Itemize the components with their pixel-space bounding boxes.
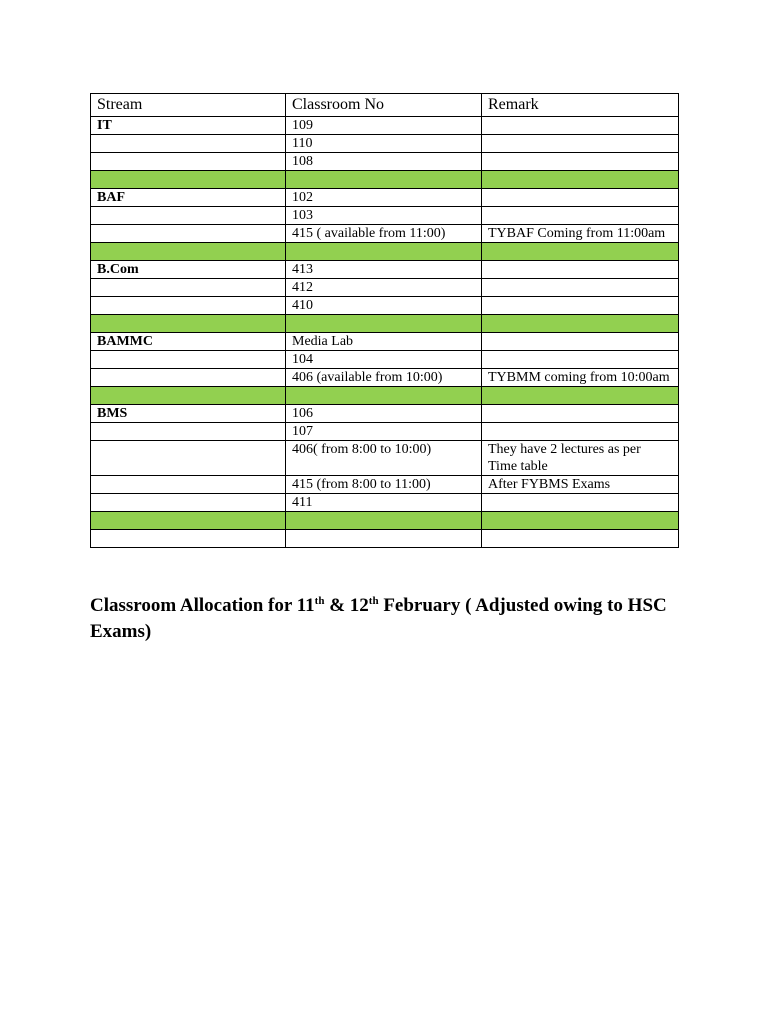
separator-row (91, 387, 679, 405)
remark-cell (482, 207, 679, 225)
separator-row (91, 315, 679, 333)
stream-cell (91, 441, 286, 476)
table-row (91, 261, 679, 279)
empty-cell (482, 530, 679, 548)
separator-cell (286, 512, 482, 530)
header-classroom-no: Classroom No (286, 94, 482, 117)
classroom-cell: 103 (286, 207, 482, 225)
remark-cell (482, 297, 679, 315)
stream-cell: B.Com (91, 261, 286, 279)
classroom-cell: 415 (from 8:00 to 11:00) (286, 476, 482, 494)
separator-cell (91, 171, 286, 189)
title-text-3: February ( Adjusted owing to HSC Exams) (90, 595, 667, 642)
classroom-cell: Media Lab (286, 333, 482, 351)
table-row (91, 423, 679, 441)
title-text-2: & 12 (324, 595, 369, 616)
table-row (91, 333, 679, 351)
separator-cell (482, 387, 679, 405)
remark-cell (482, 423, 679, 441)
table-row (91, 351, 679, 369)
stream-cell (91, 297, 286, 315)
stream-cell (91, 279, 286, 297)
empty-cell (91, 530, 286, 548)
table-row (91, 279, 679, 297)
empty-row (91, 530, 679, 548)
table-header-row (91, 94, 679, 117)
table-row (91, 369, 679, 387)
table-row (91, 405, 679, 423)
classroom-cell: 406 (available from 10:00) (286, 369, 482, 387)
separator-cell (91, 315, 286, 333)
classroom-cell: 106 (286, 405, 482, 423)
separator-cell (91, 512, 286, 530)
remark-cell (482, 153, 679, 171)
table-body (91, 117, 679, 548)
remark-cell (482, 351, 679, 369)
table-row (91, 441, 679, 476)
separator-cell (482, 171, 679, 189)
header-remark: Remark (482, 94, 679, 117)
remark-cell: They have 2 lectures as per Time table (482, 441, 679, 476)
separator-cell (482, 315, 679, 333)
classroom-cell: 108 (286, 153, 482, 171)
separator-cell (482, 243, 679, 261)
separator-row (91, 512, 679, 530)
stream-cell (91, 225, 286, 243)
remark-cell (482, 135, 679, 153)
stream-cell: BAMMC (91, 333, 286, 351)
table-row (91, 494, 679, 512)
remark-cell (482, 279, 679, 297)
stream-cell: BAF (91, 189, 286, 207)
stream-cell (91, 423, 286, 441)
table-row (91, 476, 679, 494)
page-title (90, 593, 690, 645)
remark-cell (482, 117, 679, 135)
stream-cell: BMS (91, 405, 286, 423)
remark-cell (482, 261, 679, 279)
separator-cell (286, 171, 482, 189)
remark-cell: After FYBMS Exams (482, 476, 679, 494)
separator-cell (482, 512, 679, 530)
separator-cell (91, 243, 286, 261)
classroom-cell: 107 (286, 423, 482, 441)
classroom-cell: 410 (286, 297, 482, 315)
classroom-cell: 415 ( available from 11:00) (286, 225, 482, 243)
stream-cell: IT (91, 117, 286, 135)
classroom-cell: 412 (286, 279, 482, 297)
table-row (91, 117, 679, 135)
remark-cell (482, 405, 679, 423)
separator-cell (286, 387, 482, 405)
separator-cell (91, 387, 286, 405)
remark-cell (482, 189, 679, 207)
remark-cell: TYBAF Coming from 11:00am (482, 225, 679, 243)
stream-cell (91, 494, 286, 512)
table-row (91, 189, 679, 207)
classroom-allocation-table (90, 93, 679, 548)
classroom-cell: 413 (286, 261, 482, 279)
classroom-cell: 406( from 8:00 to 10:00) (286, 441, 482, 476)
classroom-cell: 411 (286, 494, 482, 512)
title-sup-1: th (314, 595, 325, 607)
separator-row (91, 243, 679, 261)
remark-cell (482, 333, 679, 351)
empty-cell (286, 530, 482, 548)
title-sup-2: th (368, 595, 379, 607)
stream-cell (91, 207, 286, 225)
table-row (91, 297, 679, 315)
header-stream: Stream (91, 94, 286, 117)
stream-cell (91, 135, 286, 153)
classroom-cell: 102 (286, 189, 482, 207)
classroom-cell: 104 (286, 351, 482, 369)
separator-cell (286, 243, 482, 261)
table-row (91, 153, 679, 171)
separator-row (91, 171, 679, 189)
separator-cell (286, 315, 482, 333)
title-text-1: Classroom Allocation for 11 (90, 595, 315, 616)
classroom-cell: 110 (286, 135, 482, 153)
remark-cell (482, 494, 679, 512)
table-row (91, 135, 679, 153)
classroom-cell: 109 (286, 117, 482, 135)
stream-cell (91, 476, 286, 494)
stream-cell (91, 369, 286, 387)
stream-cell (91, 153, 286, 171)
remark-cell: TYBMM coming from 10:00am (482, 369, 679, 387)
table-row (91, 225, 679, 243)
stream-cell (91, 351, 286, 369)
table-row (91, 207, 679, 225)
